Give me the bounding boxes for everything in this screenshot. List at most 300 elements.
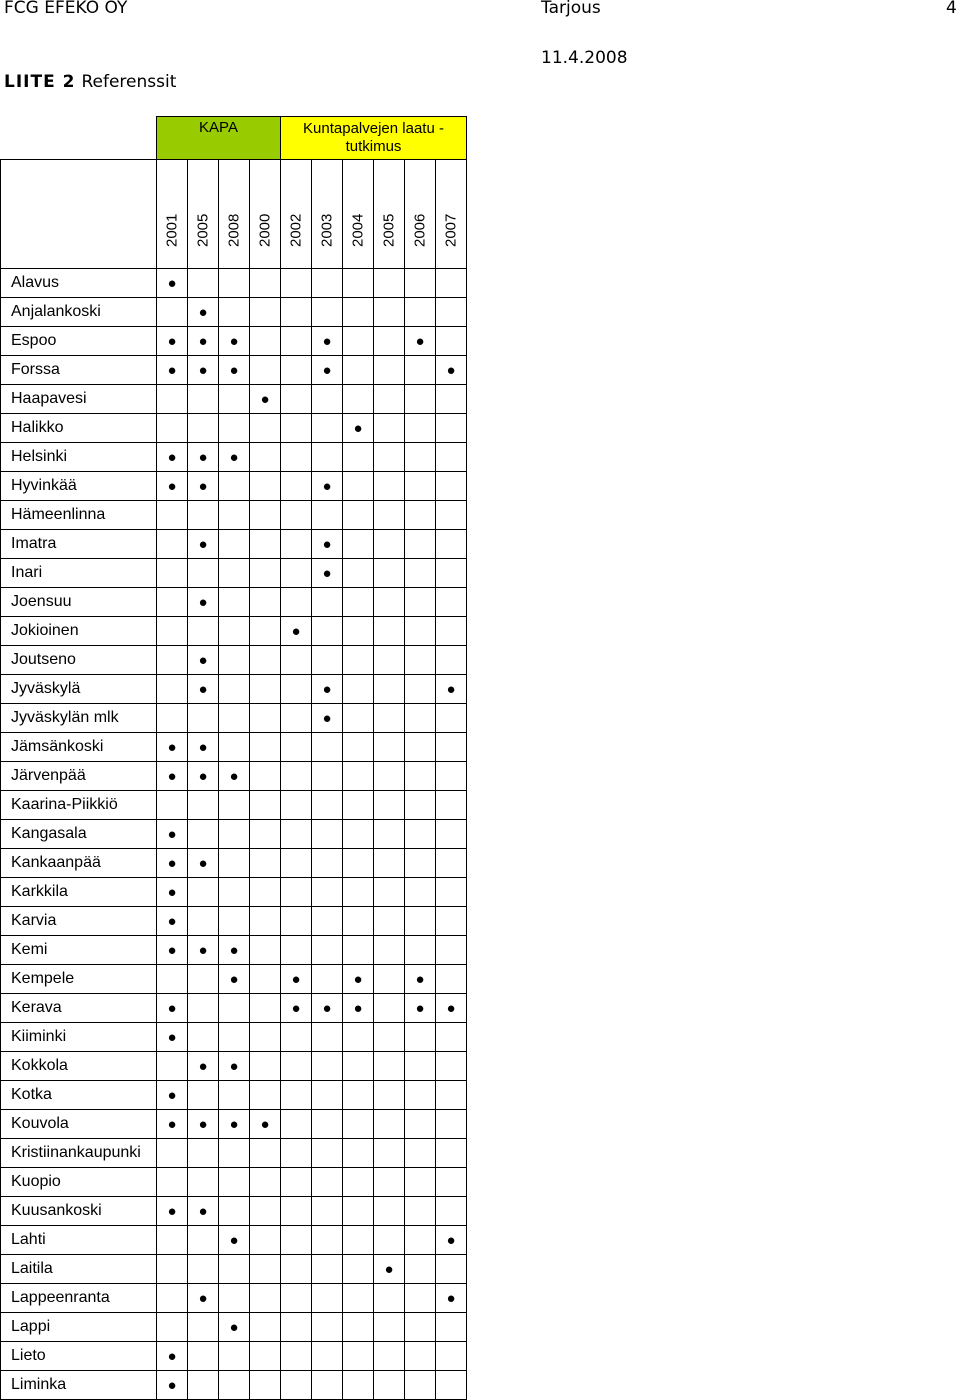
empty-cell [250,1313,281,1342]
empty-cell [374,994,405,1023]
empty-cell [281,1081,312,1110]
empty-cell [343,1313,374,1342]
empty-cell [436,646,467,675]
reference-dot: ● [343,965,374,994]
empty-cell [405,1052,436,1081]
table-row [1,1023,467,1052]
empty-cell [281,530,312,559]
empty-cell [436,733,467,762]
empty-cell [157,1284,188,1313]
empty-cell [157,385,188,414]
reference-dot: ● [219,443,250,472]
empty-cell [281,414,312,443]
table-row [1,965,467,994]
reference-dot: ● [436,356,467,385]
empty-cell [343,1255,374,1284]
empty-cell [405,414,436,443]
empty-cell [436,762,467,791]
reference-dot: ● [343,994,374,1023]
municipality-name: Kokkola [1,1052,157,1081]
empty-cell [374,385,405,414]
reference-dot: ● [157,762,188,791]
empty-cell [157,1255,188,1284]
empty-cell [312,1284,343,1313]
empty-cell [219,298,250,327]
municipality-name: Jyväskylä [1,675,157,704]
empty-cell [374,1284,405,1313]
empty-cell [157,965,188,994]
empty-cell [250,1226,281,1255]
reference-dot: ● [219,356,250,385]
empty-cell [343,1110,374,1139]
empty-cell [157,1226,188,1255]
empty-cell [343,472,374,501]
empty-cell [436,1197,467,1226]
reference-dot: ● [281,617,312,646]
empty-cell [436,1110,467,1139]
empty-cell [405,675,436,704]
empty-cell [250,965,281,994]
empty-cell [374,1023,405,1052]
empty-cell [312,414,343,443]
reference-dot: ● [188,530,219,559]
empty-cell [436,501,467,530]
table-row [1,675,467,704]
empty-cell [343,936,374,965]
empty-cell [312,907,343,936]
empty-cell [188,1168,219,1197]
municipality-name: Lahti [1,1226,157,1255]
empty-cell [312,588,343,617]
empty-cell [281,443,312,472]
empty-cell [374,443,405,472]
reference-dot: ● [157,1342,188,1371]
municipality-name: Järvenpää [1,762,157,791]
empty-cell [188,704,219,733]
empty-cell [281,1168,312,1197]
reference-dot: ● [188,1110,219,1139]
empty-cell [219,849,250,878]
empty-cell [343,385,374,414]
empty-cell [405,501,436,530]
reference-dot: ● [312,994,343,1023]
empty-cell [281,1023,312,1052]
empty-cell [405,1023,436,1052]
empty-cell [281,1139,312,1168]
empty-cell [281,762,312,791]
empty-cell [436,936,467,965]
empty-cell [312,849,343,878]
empty-cell [343,530,374,559]
empty-cell [250,414,281,443]
empty-cell [188,559,219,588]
empty-cell [405,1342,436,1371]
empty-cell [250,675,281,704]
reference-dot: ● [157,878,188,907]
empty-cell [343,559,374,588]
empty-cell [343,1081,374,1110]
table-row [1,414,467,443]
empty-cell [436,878,467,907]
empty-cell [157,704,188,733]
empty-cell [312,646,343,675]
empty-cell [436,965,467,994]
empty-cell [250,1023,281,1052]
table-row [1,617,467,646]
reference-dot: ● [188,298,219,327]
empty-cell [188,1139,219,1168]
reference-table-body [1,117,467,1400]
empty-cell [405,443,436,472]
reference-dot: ● [436,675,467,704]
table-row [1,907,467,936]
reference-dot: ● [188,472,219,501]
empty-cell [250,1052,281,1081]
empty-cell [281,1052,312,1081]
municipality-name: Kaarina-Piikkiö [1,791,157,820]
empty-cell [374,1371,405,1400]
empty-cell [250,617,281,646]
empty-cell [157,791,188,820]
empty-cell [250,559,281,588]
table-row [1,588,467,617]
table-row [1,994,467,1023]
empty-cell [157,414,188,443]
empty-cell [250,1168,281,1197]
empty-cell [343,1342,374,1371]
year-label: 2004 [349,213,367,247]
empty-cell [312,1023,343,1052]
empty-cell [436,385,467,414]
empty-cell [405,1081,436,1110]
year-header-cell [157,160,188,269]
empty-cell [157,298,188,327]
reference-dot: ● [157,849,188,878]
group-header-row [1,117,467,160]
reference-dot: ● [250,1110,281,1139]
appendix-heading [4,72,176,92]
year-label: 2007 [442,213,460,247]
municipality-name: Kemi [1,936,157,965]
empty-cell [374,1313,405,1342]
municipality-name: Kerava [1,994,157,1023]
empty-cell [281,588,312,617]
group-kapa: KAPA [157,117,281,160]
reference-dot: ● [188,733,219,762]
empty-cell [250,1342,281,1371]
empty-cell [374,1052,405,1081]
empty-cell [436,1139,467,1168]
empty-cell [219,1081,250,1110]
empty-cell [405,1226,436,1255]
empty-cell [436,1371,467,1400]
empty-cell [219,559,250,588]
empty-cell [374,1226,405,1255]
empty-cell [219,588,250,617]
municipality-name: Jämsänkoski [1,733,157,762]
reference-dot: ● [312,356,343,385]
empty-cell [219,994,250,1023]
empty-cell [312,1081,343,1110]
empty-cell [343,298,374,327]
table-row [1,1313,467,1342]
year-label: 2000 [256,213,274,247]
reference-dot: ● [281,994,312,1023]
municipality-name: Joutseno [1,646,157,675]
table-row [1,733,467,762]
municipality-name: Forssa [1,356,157,385]
empty-cell [281,675,312,704]
year-header-cell [281,160,312,269]
empty-cell [219,269,250,298]
empty-cell [343,704,374,733]
table-row [1,269,467,298]
empty-cell [405,356,436,385]
empty-cell [250,472,281,501]
reference-dot: ● [219,936,250,965]
empty-cell [312,269,343,298]
table-row [1,1284,467,1313]
year-header-cell [436,160,467,269]
empty-cell [343,733,374,762]
reference-dot: ● [188,443,219,472]
empty-cell [374,733,405,762]
empty-cell [405,530,436,559]
reference-dot: ● [157,820,188,849]
empty-cell [188,617,219,646]
empty-cell [250,443,281,472]
municipality-name: Kangasala [1,820,157,849]
empty-cell [312,1313,343,1342]
empty-cell [281,327,312,356]
empty-cell [405,907,436,936]
year-header-cell [219,160,250,269]
empty-cell [250,994,281,1023]
empty-cell [405,1168,436,1197]
municipality-name: Hämeenlinna [1,501,157,530]
municipality-name: Hyvinkää [1,472,157,501]
empty-cell [343,617,374,646]
group-kuntapalvejen: Kuntapalvejen laatu - tutkimus [281,117,467,160]
empty-cell [343,443,374,472]
empty-cell [374,1342,405,1371]
reference-dot: ● [157,1371,188,1400]
empty-cell [343,1197,374,1226]
municipality-name: Lappeenranta [1,1284,157,1313]
table-row [1,1255,467,1284]
document-date: 11.4.2008 [541,48,628,68]
empty-cell [312,1371,343,1400]
reference-dot: ● [157,994,188,1023]
municipality-name: Inari [1,559,157,588]
empty-cell [219,733,250,762]
empty-cell [374,269,405,298]
empty-cell [281,559,312,588]
table-row [1,791,467,820]
empty-cell [281,1197,312,1226]
empty-cell [250,298,281,327]
empty-cell [250,791,281,820]
empty-cell [250,907,281,936]
empty-cell [250,849,281,878]
empty-cell [374,878,405,907]
empty-cell [250,704,281,733]
empty-cell [436,704,467,733]
empty-cell [281,385,312,414]
empty-cell [157,1052,188,1081]
empty-cell [374,762,405,791]
municipality-name: Kiiminki [1,1023,157,1052]
empty-cell [157,675,188,704]
empty-cell [250,1255,281,1284]
empty-cell [281,1110,312,1139]
empty-cell [374,559,405,588]
reference-dot: ● [157,1023,188,1052]
empty-cell [436,472,467,501]
empty-cell [188,878,219,907]
reference-dot: ● [188,762,219,791]
reference-dot: ● [405,965,436,994]
reference-dot: ● [312,327,343,356]
reference-dot: ● [188,1284,219,1313]
empty-cell [374,327,405,356]
empty-cell [374,588,405,617]
year-header-cell [405,160,436,269]
reference-dot: ● [436,1226,467,1255]
year-label: 2006 [411,213,429,247]
reference-dot: ● [157,1081,188,1110]
reference-dot: ● [157,733,188,762]
empty-cell [436,298,467,327]
empty-cell [157,1313,188,1342]
empty-cell [374,1081,405,1110]
empty-cell [157,617,188,646]
empty-cell [343,1139,374,1168]
empty-cell [405,559,436,588]
municipality-name: Joensuu [1,588,157,617]
empty-cell [374,1139,405,1168]
empty-cell [405,878,436,907]
empty-cell [188,994,219,1023]
empty-cell [188,820,219,849]
empty-cell [219,791,250,820]
year-header-cell [250,160,281,269]
reference-dot: ● [157,269,188,298]
table-row [1,1052,467,1081]
empty-cell [250,501,281,530]
empty-cell [343,820,374,849]
empty-cell [281,501,312,530]
year-header-cell [188,160,219,269]
empty-cell [374,472,405,501]
empty-cell [188,385,219,414]
empty-cell [374,704,405,733]
year-header-blank [1,160,157,269]
municipality-name: Espoo [1,327,157,356]
empty-cell [312,385,343,414]
empty-cell [405,269,436,298]
empty-cell [405,1284,436,1313]
reference-table [0,116,467,1400]
empty-cell [312,936,343,965]
empty-cell [374,617,405,646]
reference-dot: ● [188,327,219,356]
empty-cell [281,820,312,849]
empty-cell [343,1371,374,1400]
table-row [1,501,467,530]
empty-cell [281,1342,312,1371]
reference-dot: ● [312,559,343,588]
empty-cell [250,1371,281,1400]
table-row [1,530,467,559]
reference-dot: ● [157,443,188,472]
empty-cell [312,820,343,849]
empty-cell [219,878,250,907]
empty-cell [436,907,467,936]
reference-dot: ● [374,1255,405,1284]
empty-cell [250,1284,281,1313]
empty-cell [219,414,250,443]
empty-cell [250,327,281,356]
appendix-title: Referenssit [81,72,177,92]
municipality-name: Kuopio [1,1168,157,1197]
empty-cell [219,472,250,501]
header-corner [1,117,157,160]
reference-dot: ● [157,907,188,936]
empty-cell [250,936,281,965]
empty-cell [405,617,436,646]
year-label: 2003 [318,213,336,247]
reference-dot: ● [157,472,188,501]
empty-cell [312,1168,343,1197]
empty-cell [374,907,405,936]
empty-cell [312,1110,343,1139]
company-name: FCG EFEKO OY [4,0,128,18]
empty-cell [405,1197,436,1226]
empty-cell [405,472,436,501]
empty-cell [157,559,188,588]
table-row [1,443,467,472]
empty-cell [281,298,312,327]
municipality-name: Kempele [1,965,157,994]
reference-dot: ● [436,994,467,1023]
empty-cell [436,1255,467,1284]
empty-cell [343,327,374,356]
empty-cell [312,1255,343,1284]
table-row [1,472,467,501]
empty-cell [343,907,374,936]
reference-dot: ● [405,327,436,356]
empty-cell [157,646,188,675]
empty-cell [188,791,219,820]
empty-cell [405,646,436,675]
empty-cell [343,1168,374,1197]
empty-cell [436,559,467,588]
empty-cell [374,675,405,704]
empty-cell [250,820,281,849]
empty-cell [374,849,405,878]
empty-cell [188,1081,219,1110]
empty-cell [188,1371,219,1400]
empty-cell [219,1139,250,1168]
municipality-name: Kankaanpää [1,849,157,878]
reference-dot: ● [312,530,343,559]
year-header-cell [374,160,405,269]
reference-dot: ● [250,385,281,414]
municipality-name: Jyväskylän mlk [1,704,157,733]
table-row [1,356,467,385]
table-row [1,1110,467,1139]
